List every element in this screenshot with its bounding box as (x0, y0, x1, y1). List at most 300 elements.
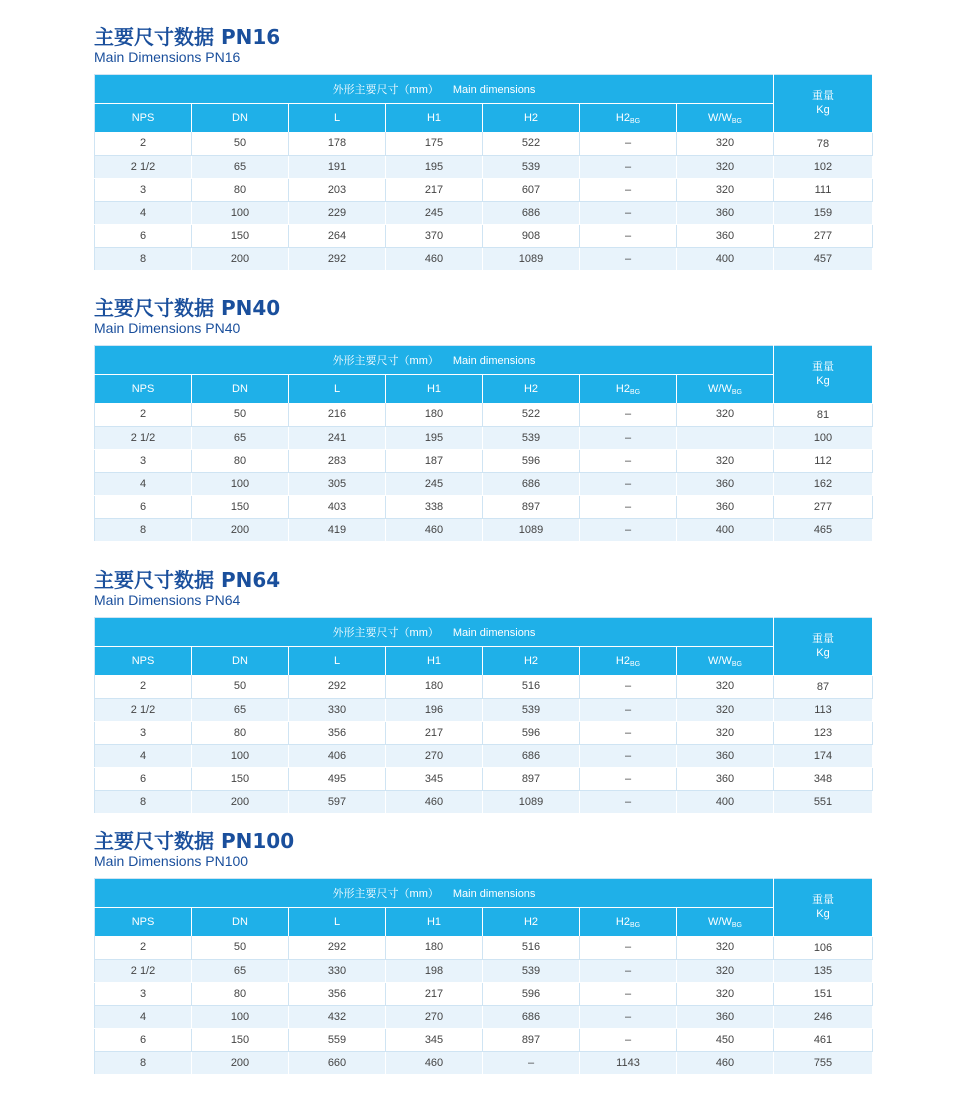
column-header-subscript: BG (629, 921, 641, 929)
table-cell: 112 (774, 449, 873, 472)
table-cell: 87 (774, 675, 873, 698)
column-header: $H2_{BG}$ (580, 647, 677, 676)
column-header-subscript: BG (629, 388, 641, 396)
table-row (95, 790, 873, 813)
table-row (95, 767, 873, 790)
column-header: $W/W_{BG}$ (677, 908, 774, 937)
weight-header-cn: 重量 (812, 633, 834, 646)
table-row (95, 744, 873, 767)
table-cell: 65 (192, 698, 289, 721)
group-header-cn: 外形主要尺寸（mm） (332, 627, 439, 639)
table-row (95, 155, 873, 178)
table-cell: 2 1/2 (95, 698, 192, 721)
group-header-en: Main dimensions (452, 888, 536, 900)
table-cell: 80 (192, 449, 289, 472)
section-title: 主要尺寸数据 PN16 (94, 25, 281, 49)
table-cell: 4 (95, 1005, 192, 1028)
table-cell: 356 (289, 721, 386, 744)
table-cell: 50 (192, 936, 289, 959)
column-header-row (95, 104, 873, 133)
column-header: NPS (95, 375, 192, 404)
table-cell: 403 (289, 495, 386, 518)
table-cell: 461 (774, 1028, 873, 1051)
table-cell: 178 (289, 132, 386, 155)
table-row (95, 1051, 873, 1074)
table-cell: 50 (192, 132, 289, 155)
column-header-subscript: BG (731, 388, 742, 396)
table-cell: 8 (95, 790, 192, 813)
table-cell: 200 (192, 1051, 289, 1074)
table-cell: 151 (774, 982, 873, 1005)
table-cell: 320 (677, 959, 774, 982)
group-header-cn: 外形主要尺寸（mm） (332, 888, 439, 900)
table-cell: 2 (95, 132, 192, 155)
column-header: L (289, 647, 386, 676)
table-cell: 320 (677, 178, 774, 201)
header-row (95, 75, 873, 104)
column-header: $W/W_{BG}$ (677, 647, 774, 676)
column-header: NPS (95, 908, 192, 937)
table-row (95, 403, 873, 426)
table-cell: 1089 (483, 790, 580, 813)
table-cell: 187 (386, 449, 483, 472)
table-cell: 3 (95, 178, 192, 201)
table-cell: 217 (386, 178, 483, 201)
column-header-row (95, 647, 873, 676)
table-cell: 180 (386, 403, 483, 426)
table-cell: – (580, 721, 677, 744)
table-cell: 241 (289, 426, 386, 449)
column-header: $W/W_{BG}$ (677, 104, 774, 133)
table-cell: 320 (677, 132, 774, 155)
table-cell: 283 (289, 449, 386, 472)
table-cell: 320 (677, 675, 774, 698)
table-cell: – (580, 698, 677, 721)
weight-header (774, 346, 873, 404)
table-cell: 330 (289, 698, 386, 721)
table-cell: 8 (95, 1051, 192, 1074)
table-cell: 551 (774, 790, 873, 813)
column-header: DN (192, 104, 289, 133)
table-cell: 4 (95, 201, 192, 224)
table-cell: 292 (289, 936, 386, 959)
table-cell: 6 (95, 495, 192, 518)
table-cell: 277 (774, 224, 873, 247)
table-cell: 2 1/2 (95, 426, 192, 449)
table-cell: 4 (95, 744, 192, 767)
table-cell: 123 (774, 721, 873, 744)
table-cell: – (580, 495, 677, 518)
table-cell: 345 (386, 767, 483, 790)
table-cell: 320 (677, 449, 774, 472)
table-cell: 3 (95, 721, 192, 744)
weight-header-cn: 重量 (812, 361, 834, 374)
table-cell: – (580, 201, 677, 224)
table-cell: 80 (192, 982, 289, 1005)
table-cell: 338 (386, 495, 483, 518)
column-header: H1 (386, 647, 483, 676)
table-cell: – (580, 675, 677, 698)
table-cell: 522 (483, 132, 580, 155)
table-cell: 360 (677, 744, 774, 767)
column-header: H1 (386, 104, 483, 133)
table-cell: 596 (483, 721, 580, 744)
table-row (95, 178, 873, 201)
table-cell: – (580, 982, 677, 1005)
table-cell: 65 (192, 959, 289, 982)
table-cell: 320 (677, 403, 774, 426)
table-cell: – (580, 1028, 677, 1051)
column-header: L (289, 908, 386, 937)
dimensions-table (94, 345, 873, 542)
column-header: $W/W_{BG}$ (677, 375, 774, 404)
table-cell: 460 (677, 1051, 774, 1074)
table-row (95, 1028, 873, 1051)
column-header: L (289, 104, 386, 133)
table-row (95, 518, 873, 541)
table-cell: 348 (774, 767, 873, 790)
table-cell: 457 (774, 247, 873, 270)
table-cell: 516 (483, 675, 580, 698)
weight-header-en: Kg (816, 375, 830, 388)
group-header (95, 75, 774, 104)
table-cell: 175 (386, 132, 483, 155)
dimensions-table (94, 617, 873, 814)
table-cell: 897 (483, 767, 580, 790)
table-cell: 100 (192, 472, 289, 495)
table-cell: 2 1/2 (95, 959, 192, 982)
section-subtitle: Main Dimensions PN40 (94, 320, 241, 336)
table-cell: 6 (95, 1028, 192, 1051)
table-cell: 135 (774, 959, 873, 982)
table-cell: 195 (386, 155, 483, 178)
table-cell: – (580, 959, 677, 982)
column-header: DN (192, 375, 289, 404)
table-cell: 755 (774, 1051, 873, 1074)
table-cell: 360 (677, 495, 774, 518)
table-cell: 539 (483, 698, 580, 721)
table-cell: 360 (677, 472, 774, 495)
table-cell: 216 (289, 403, 386, 426)
table-cell: 897 (483, 1028, 580, 1051)
table-cell: 292 (289, 247, 386, 270)
table-cell: 200 (192, 790, 289, 813)
table-row (95, 936, 873, 959)
section-subtitle: Main Dimensions PN16 (94, 49, 241, 65)
table-cell: 217 (386, 721, 483, 744)
table-cell: 162 (774, 472, 873, 495)
table-cell: 174 (774, 744, 873, 767)
group-header-cn: 外形主要尺寸（mm） (332, 355, 439, 367)
table-cell: 559 (289, 1028, 386, 1051)
table-cell: 596 (483, 449, 580, 472)
table-cell: 460 (386, 790, 483, 813)
table-cell: 111 (774, 178, 873, 201)
table-cell: 292 (289, 675, 386, 698)
table-cell: 229 (289, 201, 386, 224)
column-header: H1 (386, 908, 483, 937)
table-cell: 897 (483, 495, 580, 518)
table-cell: – (580, 132, 677, 155)
weight-header-cn: 重量 (812, 90, 834, 103)
table-cell: 1089 (483, 518, 580, 541)
table-cell: – (580, 403, 677, 426)
table-row (95, 982, 873, 1005)
table-cell: 80 (192, 178, 289, 201)
table-row (95, 224, 873, 247)
table-cell: 191 (289, 155, 386, 178)
table-cell: 65 (192, 155, 289, 178)
table-cell: 200 (192, 518, 289, 541)
column-header-subscript: BG (629, 660, 641, 668)
table-row (95, 449, 873, 472)
table-cell: 660 (289, 1051, 386, 1074)
section-subtitle: Main Dimensions PN100 (94, 853, 249, 869)
section-title: 主要尺寸数据 PN64 (94, 568, 281, 592)
table-cell: 196 (386, 698, 483, 721)
table-cell: 432 (289, 1005, 386, 1028)
column-header: $H2_{BG}$ (580, 104, 677, 133)
table-cell: 400 (677, 518, 774, 541)
table-cell: 203 (289, 178, 386, 201)
table-cell: 277 (774, 495, 873, 518)
table-cell: 80 (192, 721, 289, 744)
table-cell: 270 (386, 1005, 483, 1028)
table-cell: 400 (677, 247, 774, 270)
table-cell: 370 (386, 224, 483, 247)
weight-header-cn: 重量 (812, 894, 834, 907)
table-cell: 1143 (580, 1051, 677, 1074)
weight-header (774, 75, 873, 133)
table-cell: 686 (483, 472, 580, 495)
table-cell: 360 (677, 201, 774, 224)
column-header-subscript: BG (731, 660, 742, 668)
table-cell: 65 (192, 426, 289, 449)
group-header (95, 346, 774, 375)
table-cell: 100 (774, 426, 873, 449)
table-cell: – (580, 1005, 677, 1028)
table-row (95, 1005, 873, 1028)
table-row (95, 132, 873, 155)
table-cell: 113 (774, 698, 873, 721)
table-cell: – (580, 744, 677, 767)
table-cell: 686 (483, 1005, 580, 1028)
group-header (95, 618, 774, 647)
table-cell (677, 426, 774, 449)
group-header (95, 879, 774, 908)
table-row (95, 721, 873, 744)
table-cell: – (580, 426, 677, 449)
table-cell: 522 (483, 403, 580, 426)
table-cell: 50 (192, 675, 289, 698)
table-cell: 495 (289, 767, 386, 790)
table-cell: 596 (483, 982, 580, 1005)
dimensions-table (94, 878, 873, 1075)
table-row (95, 201, 873, 224)
table-cell: 450 (677, 1028, 774, 1051)
table-cell: 180 (386, 675, 483, 698)
table-cell: 264 (289, 224, 386, 247)
table-cell: 460 (386, 518, 483, 541)
table-cell: 539 (483, 155, 580, 178)
table-cell: 320 (677, 698, 774, 721)
table-cell: 100 (192, 201, 289, 224)
weight-header-en: Kg (816, 104, 830, 117)
table-row (95, 675, 873, 698)
table-cell: 400 (677, 790, 774, 813)
table-cell: – (580, 178, 677, 201)
column-header-subscript: BG (629, 117, 641, 125)
table-row (95, 495, 873, 518)
table-cell: 245 (386, 201, 483, 224)
column-header-subscript: BG (731, 117, 742, 125)
table-row (95, 472, 873, 495)
table-cell: 607 (483, 178, 580, 201)
table-cell: 150 (192, 224, 289, 247)
table-cell: 6 (95, 767, 192, 790)
table-cell: – (483, 1051, 580, 1074)
table-cell: 597 (289, 790, 386, 813)
table-cell: 81 (774, 403, 873, 426)
header-row (95, 346, 873, 375)
table-cell: 320 (677, 155, 774, 178)
section-subtitle: Main Dimensions PN64 (94, 592, 241, 608)
table-cell: 460 (386, 247, 483, 270)
table-cell: 320 (677, 982, 774, 1005)
table-cell: 8 (95, 518, 192, 541)
table-cell: 150 (192, 495, 289, 518)
column-header-row (95, 375, 873, 404)
table-row (95, 698, 873, 721)
table-cell: 360 (677, 224, 774, 247)
table-cell: 50 (192, 403, 289, 426)
section-title: 主要尺寸数据 PN40 (94, 296, 281, 320)
column-header: NPS (95, 104, 192, 133)
dimension-section (94, 829, 872, 1069)
table-cell: 2 (95, 403, 192, 426)
table-cell: 150 (192, 1028, 289, 1051)
table-cell: 245 (386, 472, 483, 495)
table-cell: – (580, 224, 677, 247)
section-title: 主要尺寸数据 PN100 (94, 829, 295, 853)
weight-header (774, 618, 873, 676)
column-header: H2 (483, 908, 580, 937)
table-cell: 4 (95, 472, 192, 495)
column-header-row (95, 908, 873, 937)
column-header: NPS (95, 647, 192, 676)
table-cell: 198 (386, 959, 483, 982)
table-cell: 100 (192, 744, 289, 767)
table-cell: 465 (774, 518, 873, 541)
table-cell: 356 (289, 982, 386, 1005)
weight-header (774, 879, 873, 937)
table-cell: 686 (483, 744, 580, 767)
table-cell: 330 (289, 959, 386, 982)
column-header: H1 (386, 375, 483, 404)
table-cell: 305 (289, 472, 386, 495)
table-cell: 246 (774, 1005, 873, 1028)
table-cell: 360 (677, 1005, 774, 1028)
column-header: DN (192, 908, 289, 937)
weight-header-en: Kg (816, 908, 830, 921)
table-cell: 3 (95, 982, 192, 1005)
dimension-section (94, 568, 872, 808)
table-cell: 3 (95, 449, 192, 472)
table-row (95, 247, 873, 270)
dimension-section (94, 25, 872, 265)
table-cell: 908 (483, 224, 580, 247)
table-cell: 195 (386, 426, 483, 449)
dimension-section (94, 296, 872, 536)
column-header: $H2_{BG}$ (580, 908, 677, 937)
table-cell: 345 (386, 1028, 483, 1051)
table-cell: 320 (677, 936, 774, 959)
table-cell: – (580, 247, 677, 270)
table-cell: – (580, 790, 677, 813)
table-cell: 8 (95, 247, 192, 270)
table-cell: 686 (483, 201, 580, 224)
table-cell: 270 (386, 744, 483, 767)
header-row (95, 879, 873, 908)
table-cell: 102 (774, 155, 873, 178)
table-cell: 516 (483, 936, 580, 959)
group-header-en: Main dimensions (452, 627, 536, 639)
table-cell: 539 (483, 426, 580, 449)
table-cell: 1089 (483, 247, 580, 270)
table-cell: 78 (774, 132, 873, 155)
table-cell: 180 (386, 936, 483, 959)
table-cell: 2 (95, 936, 192, 959)
table-cell: – (580, 472, 677, 495)
group-header-cn: 外形主要尺寸（mm） (332, 84, 439, 96)
table-cell: 150 (192, 767, 289, 790)
table-cell: 539 (483, 959, 580, 982)
column-header: $H2_{BG}$ (580, 375, 677, 404)
table-cell: 360 (677, 767, 774, 790)
table-cell: – (580, 936, 677, 959)
table-cell: 200 (192, 247, 289, 270)
table-row (95, 959, 873, 982)
column-header: H2 (483, 647, 580, 676)
group-header-en: Main dimensions (452, 84, 536, 96)
table-cell: 2 (95, 675, 192, 698)
table-cell: 419 (289, 518, 386, 541)
table-cell: 217 (386, 982, 483, 1005)
table-cell: – (580, 449, 677, 472)
table-cell: 2 1/2 (95, 155, 192, 178)
weight-header-en: Kg (816, 647, 830, 660)
column-header: L (289, 375, 386, 404)
table-cell: 320 (677, 721, 774, 744)
table-cell: 100 (192, 1005, 289, 1028)
table-cell: – (580, 518, 677, 541)
table-cell: 406 (289, 744, 386, 767)
header-row (95, 618, 873, 647)
column-header: H2 (483, 104, 580, 133)
table-cell: – (580, 767, 677, 790)
column-header: H2 (483, 375, 580, 404)
dimensions-table (94, 74, 873, 271)
table-cell: 6 (95, 224, 192, 247)
group-header-en: Main dimensions (452, 355, 536, 367)
table-cell: 159 (774, 201, 873, 224)
column-header: DN (192, 647, 289, 676)
table-row (95, 426, 873, 449)
table-cell: – (580, 155, 677, 178)
table-cell: 460 (386, 1051, 483, 1074)
column-header-subscript: BG (731, 921, 742, 929)
table-cell: 106 (774, 936, 873, 959)
